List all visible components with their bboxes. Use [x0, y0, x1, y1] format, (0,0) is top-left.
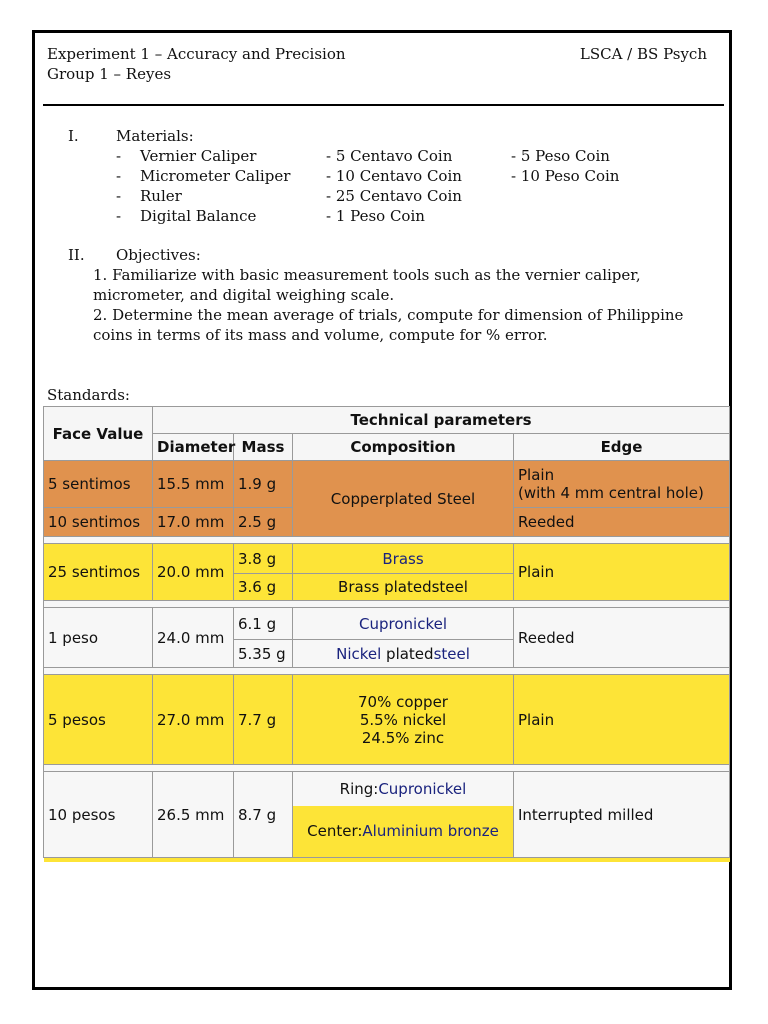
mass-cell: 1.9 g	[234, 461, 293, 508]
mass-cell: 6.1 g	[234, 608, 293, 640]
materials-column-coins-a	[326, 146, 462, 226]
face-value-cell: 25 sentimos	[44, 544, 153, 601]
row-gap	[44, 765, 730, 772]
objectives-body	[93, 265, 703, 345]
institution: LSCA / BS Psych	[579, 45, 707, 63]
list-item: - 5 Peso Coin	[511, 147, 610, 165]
table-row	[44, 608, 730, 640]
col-header-technical: Technical parameters	[153, 407, 730, 434]
composition-cell: Nickel platedsteel	[293, 640, 514, 668]
diameter-cell: 15.5 mm	[153, 461, 234, 508]
standards-label: Standards:	[47, 386, 130, 404]
face-value-cell: 1 peso	[44, 608, 153, 668]
table-header-row	[44, 407, 730, 434]
diameter-cell: 27.0 mm	[153, 675, 234, 765]
col-header-composition: Composition	[293, 434, 514, 461]
list-item: - 10 Peso Coin	[511, 167, 620, 185]
edge-cell: Plain (with 4 mm central hole)	[514, 461, 730, 508]
materials-column-tools	[116, 146, 290, 226]
mass-cell: 5.35 g	[234, 640, 293, 668]
mass-cell: 8.7 g	[234, 772, 293, 858]
face-value-cell: 10 pesos	[44, 772, 153, 858]
col-header-edge: Edge	[514, 434, 730, 461]
face-value-cell: 5 sentimos	[44, 461, 153, 508]
mass-cell: 7.7 g	[234, 675, 293, 765]
composition-cell: Brass	[293, 544, 514, 574]
objective-item: 2. Determine the mean average of trials, compute for dimension of Philippine coins in terms of its mass and volume, compute for % error.	[93, 306, 684, 344]
mass-cell: 2.5 g	[234, 508, 293, 537]
list-item: - Micrometer Caliper	[116, 167, 291, 185]
table-row	[44, 675, 730, 765]
list-item: - 5 Centavo Coin	[326, 147, 453, 165]
mass-cell: 3.6 g	[234, 574, 293, 601]
list-item: - 25 Centavo Coin	[326, 187, 462, 205]
materials-column-coins-b	[511, 146, 619, 186]
face-value-cell: 10 sentimos	[44, 508, 153, 537]
objective-item: 1. Familiarize with basic measurement tools such as the vernier caliper, micrometer, and digital weighing scale.	[93, 266, 641, 304]
materials-number: I.	[68, 127, 79, 145]
standards-table	[43, 406, 730, 862]
row-gap	[44, 601, 730, 608]
composition-cell: Cupronickel	[293, 608, 514, 640]
edge-cell: Interrupted milled	[514, 772, 730, 858]
edge-cell: Reeded	[514, 608, 730, 668]
row-gap	[44, 537, 730, 544]
composition-cell: 70% copper 5.5% nickel 24.5% zinc	[293, 675, 514, 765]
header-divider	[43, 104, 724, 106]
objectives-number: II.	[68, 246, 85, 264]
edge-cell: Reeded	[514, 508, 730, 537]
list-item: - 10 Centavo Coin	[326, 167, 462, 185]
diameter-cell: 24.0 mm	[153, 608, 234, 668]
list-item: - Ruler	[116, 187, 182, 205]
diameter-cell: 26.5 mm	[153, 772, 234, 858]
objectives-title: Objectives:	[116, 246, 201, 264]
edge-cell: Plain	[514, 675, 730, 765]
group-name: Group 1 – Reyes	[47, 65, 172, 83]
header-left	[47, 44, 346, 84]
face-value-cell: 5 pesos	[44, 675, 153, 765]
list-item: - Vernier Caliper	[116, 147, 257, 165]
col-header-face-value: Face Value	[44, 407, 153, 461]
list-item: - 1 Peso Coin	[326, 207, 425, 225]
composition-ring-cell: Ring:Cupronickel	[293, 772, 514, 806]
diameter-cell: 17.0 mm	[153, 508, 234, 537]
composition-center-cell: Center:Aluminium bronze	[293, 806, 514, 858]
table-row	[44, 461, 730, 508]
list-item: - Digital Balance	[116, 207, 257, 225]
diameter-cell: 20.0 mm	[153, 544, 234, 601]
edge-cell: Plain	[514, 544, 730, 601]
row-gap	[44, 668, 730, 675]
mass-cell: 3.8 g	[234, 544, 293, 574]
table-row	[44, 544, 730, 574]
col-header-mass: Mass	[234, 434, 293, 461]
row-gap	[44, 858, 730, 863]
experiment-title: Experiment 1 – Accuracy and Precision	[47, 45, 346, 63]
materials-title: Materials:	[116, 127, 194, 145]
composition-cell: Copperplated Steel	[293, 461, 514, 537]
composition-cell: Brass platedsteel	[293, 574, 514, 601]
table-row	[44, 772, 730, 806]
col-header-diameter: Diameter	[153, 434, 234, 461]
